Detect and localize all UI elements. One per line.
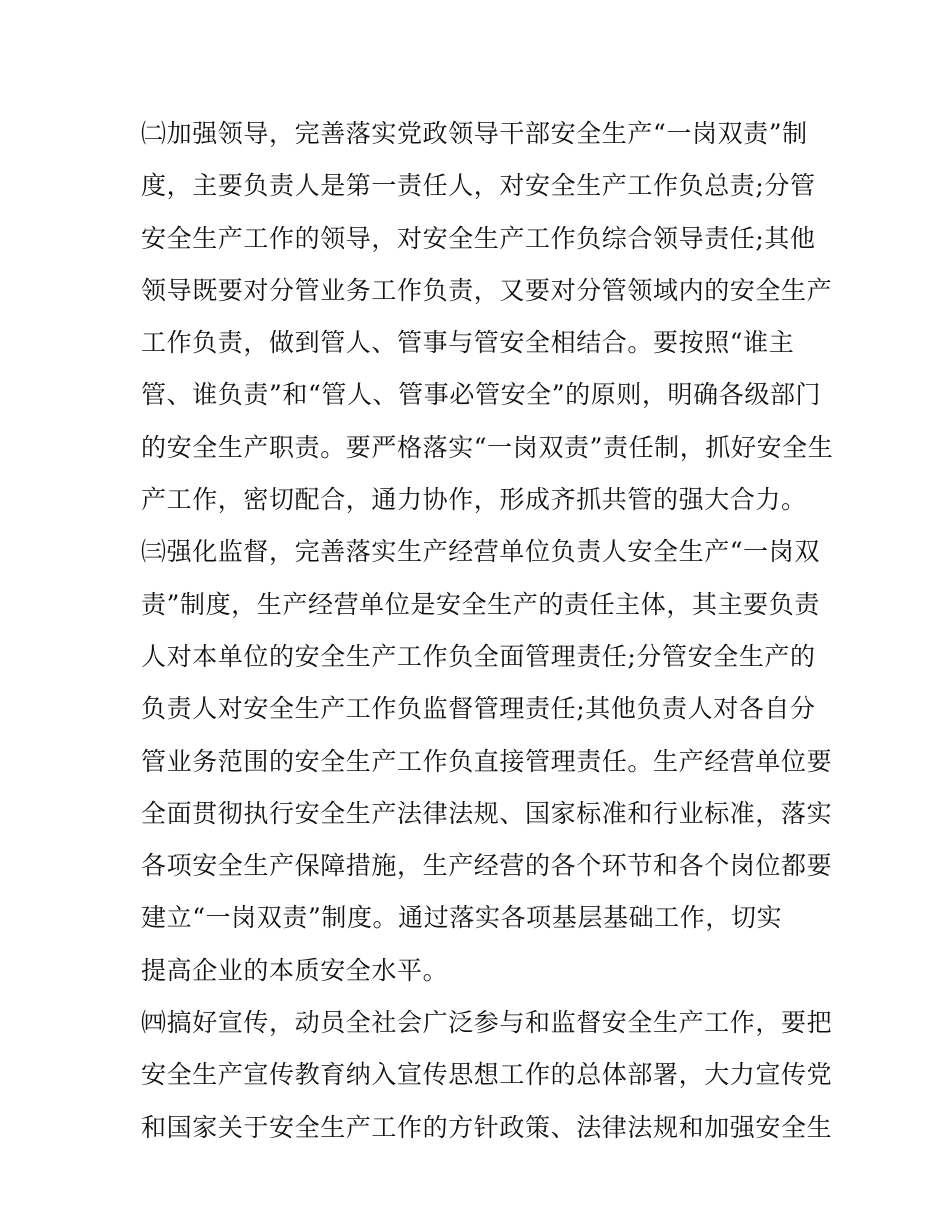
text-line: 管、谁负责”和“管人、管事必管安全”的原则，明确各级部门 — [141, 380, 822, 410]
text-line: ㈣搞好宣传，动员全社会广泛参与和监督安全生产工作，要把 — [141, 1008, 833, 1038]
body-text — [141, 108, 834, 1154]
text-line: 的安全生产职责。要严格落实“一岗双责”责任制，抓好安全生 — [141, 432, 834, 462]
text-line: 全面贯彻执行安全生产法律法规、国家标准和行业标准，落实 — [141, 798, 833, 828]
text-line: 产工作，密切配合，通力协作，形成齐抓共管的强大合力。 — [141, 485, 807, 515]
text-line: ㈡加强领导，完善落实党政领导干部安全生产“一岗双责”制 — [141, 119, 808, 148]
text-line: 领导既要对分管业务工作负责，又要对分管领域内的安全生产 — [141, 275, 833, 305]
text-line: 安全生产工作的领导，对安全生产工作负综合领导责任;其他 — [141, 223, 816, 253]
text-line: 责”制度，生产经营单位是安全生产的责任主体，其主要负责 — [141, 589, 820, 619]
text-line: 提高企业的本质安全水平。 — [141, 955, 449, 985]
text-line: 管业务范围的安全生产工作负直接管理责任。生产经营单位要 — [141, 746, 833, 776]
text-line: 度，主要负责人是第一责任人，对安全生产工作负总责;分管 — [141, 171, 816, 201]
text-line: 和国家关于安全生产工作的方针政策、法律法规和加强安全生 — [141, 1112, 833, 1142]
text-line: 负责人对安全生产工作负监督管理责任;其他负责人对各自分 — [141, 694, 816, 724]
text-line: 人对本单位的安全生产工作负全面管理责任;分管安全生产的 — [141, 641, 816, 671]
text-line: 工作负责，做到管人、管事与管安全相结合。要按照“谁主 — [141, 328, 795, 358]
text-line: 安全生产宣传教育纳入宣传思想工作的总体部署，大力宣传党 — [141, 1060, 833, 1090]
text-line: ㈢强化监督，完善落实生产经营单位负责人安全生产“一岗双 — [141, 537, 820, 567]
text-line: 各项安全生产保障措施，生产经营的各个环节和各个岗位都要 — [141, 851, 833, 881]
text-line: 建立“一岗双责”制度。通过落实各项基层基础工作，切实 — [141, 903, 783, 933]
